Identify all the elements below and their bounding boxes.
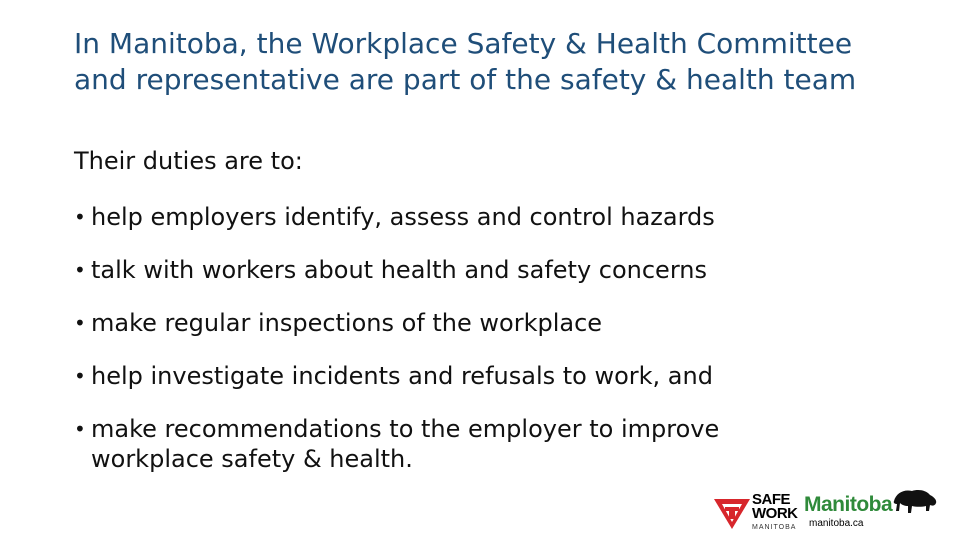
- safework-wordmark: SAFE WORK: [752, 491, 798, 522]
- safework-shield-icon: [714, 495, 750, 529]
- manitoba-url: manitoba.ca: [809, 518, 864, 529]
- list-item: • help investigate incidents and refusals to work, and: [74, 361, 834, 391]
- bison-icon: [892, 487, 938, 517]
- list-item: • make recommendations to the employer to improve workplace safety & health.: [74, 414, 834, 474]
- footer-logos: [712, 487, 942, 531]
- manitoba-wordmark: Manitoba: [804, 493, 893, 516]
- intro-text: Their duties are to:: [74, 147, 303, 175]
- safework-logo: [712, 487, 797, 531]
- list-item: • help employers identify, assess and control hazards: [74, 202, 834, 232]
- safework-subtitle: MANITOBA: [752, 524, 797, 531]
- list-item: • make regular inspections of the workplace: [74, 308, 834, 338]
- list-item: • talk with workers about health and safety concerns: [74, 255, 834, 285]
- slide-title: In Manitoba, the Workplace Safety & Health Committee and representative are part of the safety & health team: [74, 27, 857, 96]
- duties-list: [74, 202, 834, 497]
